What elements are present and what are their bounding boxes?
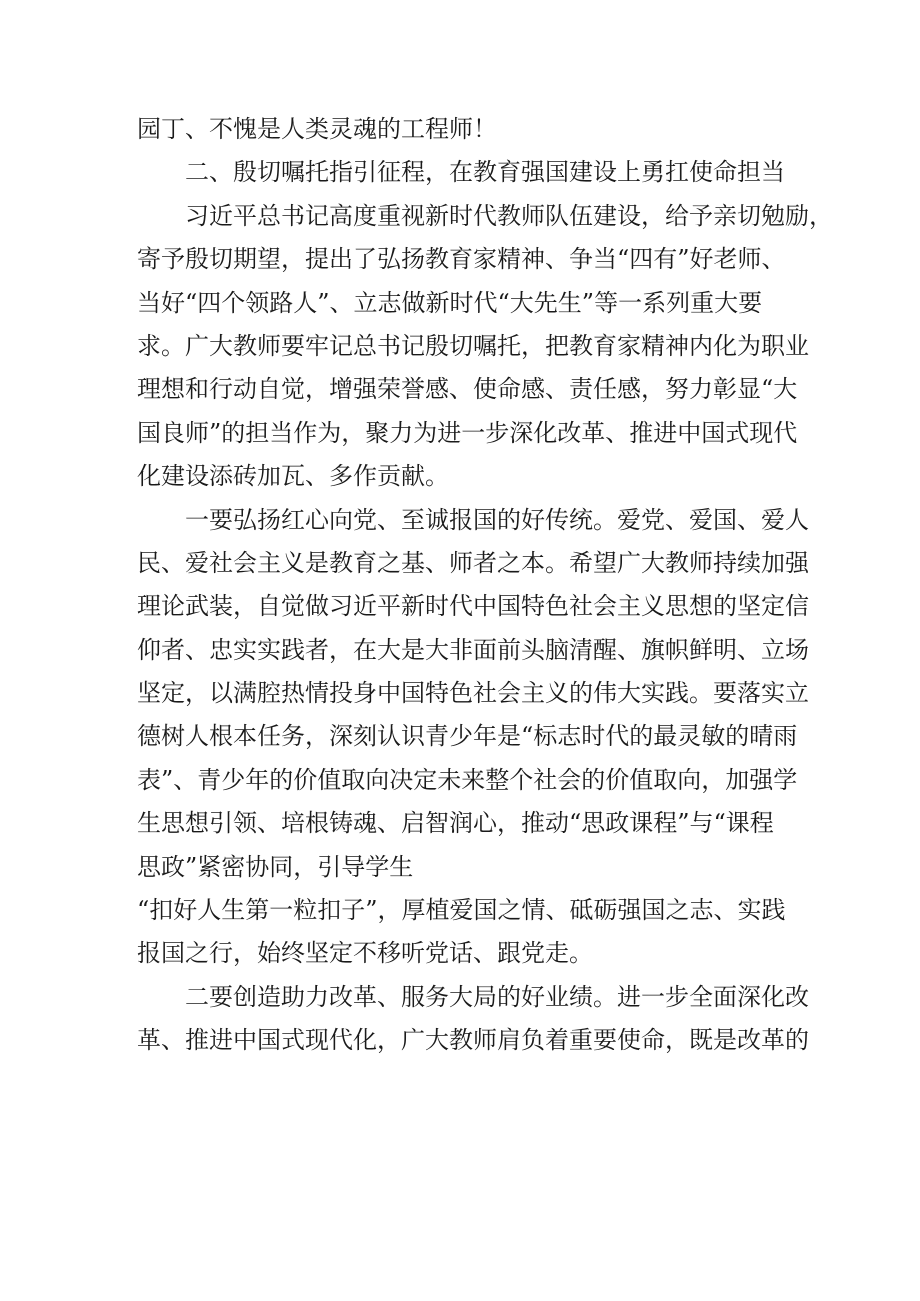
text-line: 表”、青少年的价值取向决定未来整个社会的价值取向，加强学 [137,765,798,794]
text-line: 一要弘扬红心向党、至诚报国的好传统。爱党、爱国、爱人 [185,505,809,534]
text-line: 寄予殷切期望，提出了弘扬教育家精神、争当“四有”好老师、 [137,245,786,274]
text-line: 园丁、不愧是人类灵魂的工程师！ [137,115,497,143]
text-line: 德树人根本任务，深刻认识青少年是“标志时代的最灵敏的晴雨 [137,722,798,751]
text-line: 理论武装，自觉做习近平新时代中国特色社会主义思想的坚定信 [137,592,809,621]
text-line: 理想和行动自觉，增强荣誉感、使命感、责任感，努力彰显“大 [137,375,798,404]
document-body [137,108,833,1063]
text-line: “扣好人生第一粒扣子”，厚植爱国之情、砥砺强国之志、实践 [137,896,786,925]
text-line: 民、爱社会主义是教育之基、师者之本。希望广大教师持续加强 [137,548,809,577]
text-line: 二要创造助力改革、服务大局的好业绩。进一步全面深化改 [185,982,809,1011]
text-line: 革、推进中国式现代化，广大教师肩负着重要使命，既是改革的 [137,1026,809,1055]
text-line: 生思想引领、培根铸魂、启智润心，推动“思政课程”与“课程 [137,809,774,838]
text-line: 当好“四个领路人”、立志做新时代“大先生”等一系列重大要 [137,288,763,317]
section-heading: 二、殷切嘱托指引征程，在教育强国建设上勇扛使命担当 [185,158,785,187]
text-line: 习近平总书记高度重视新时代教师队伍建设，给予亲切勉励， [185,201,833,230]
text-line: 坚定，以满腔热情投身中国特色社会主义的伟大实践。要落实立 [137,679,809,708]
text-line: 化建设添砖加瓦、多作贡献。 [137,462,449,491]
text-line: 思政”紧密协同，引导学生 [137,852,414,881]
text-line: 求。广大教师要牢记总书记殷切嘱托，把教育家精神内化为职业 [137,331,809,360]
text-line: 仰者、忠实实践者，在大是大非面前头脑清醒、旗帜鲜明、立场 [137,635,809,664]
text-line: 报国之行，始终坚定不移听党话、跟党走。 [137,939,593,968]
text-line: 国良师”的担当作为，聚力为进一步深化改革、推进中国式现代 [137,418,798,447]
